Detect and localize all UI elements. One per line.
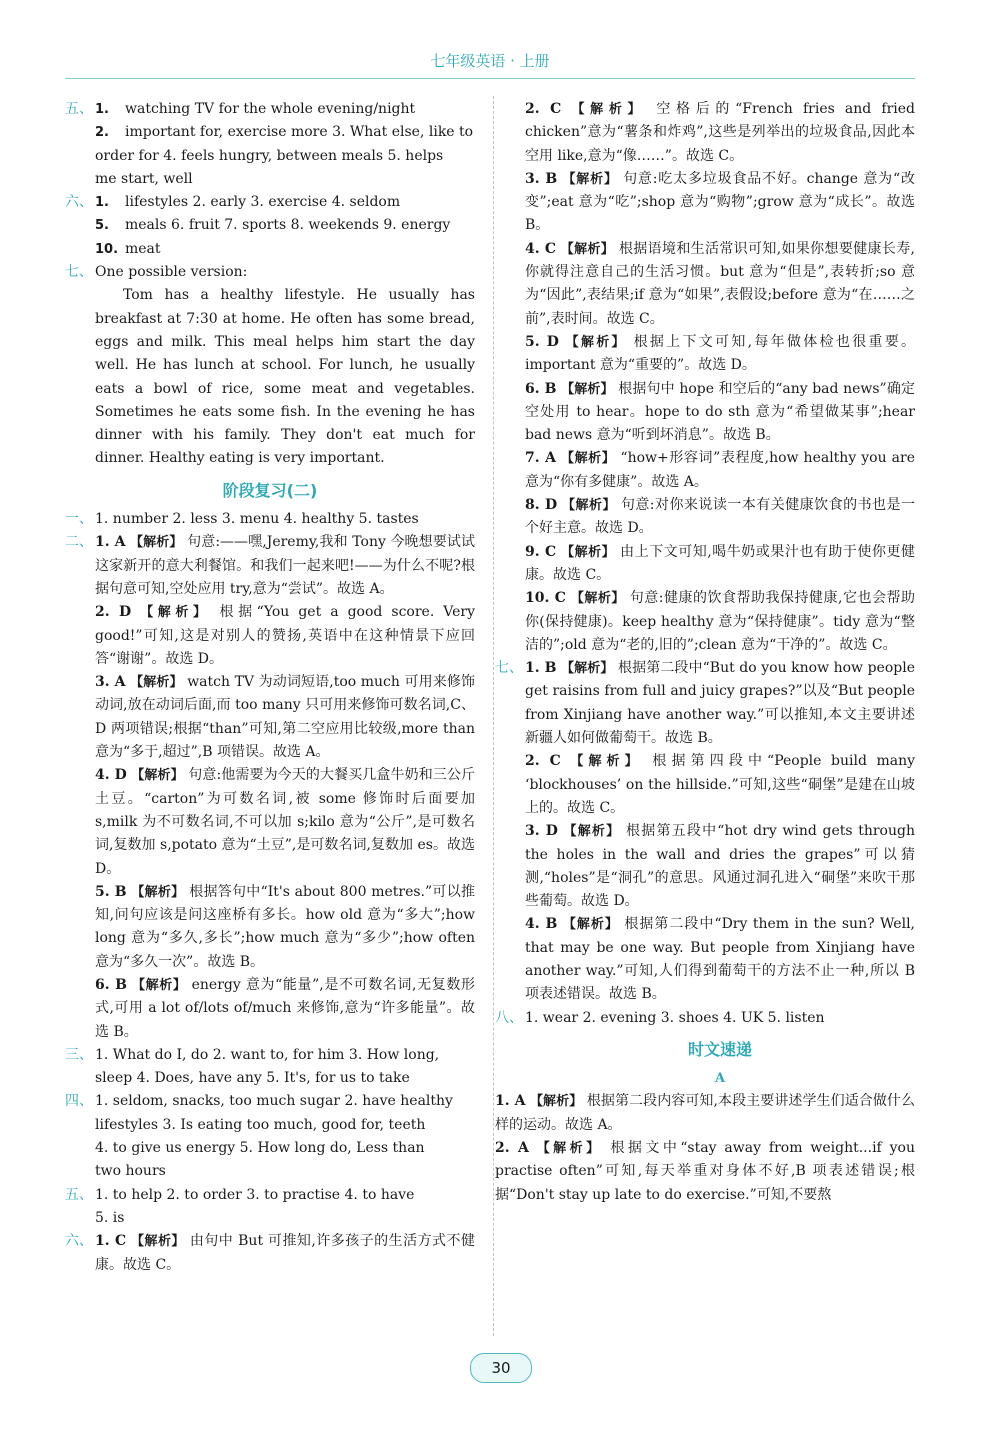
answer-item [95, 764, 475, 880]
analysis-text: 根据第二段中“But do you know how people get raisins from full and juicy grapes?”以及“But people from Xinjiang have another way.”可以推知,本文主要讲述新疆人如何做葡萄干。故选 B。 [525, 660, 915, 747]
analysis-label: 【解析】 [571, 102, 647, 117]
item-number: 1. A [495, 1093, 526, 1110]
section-6 [65, 191, 475, 261]
section-marker: 七、 [65, 264, 93, 281]
review-3 [65, 1044, 475, 1091]
answer-text: lifestyles 3. Is eating too much, good for, teeth [95, 1116, 426, 1133]
answer-text: 1. to help 2. to order 3. to practise 4. to have [95, 1186, 415, 1203]
section-marker: 七、 [495, 660, 523, 677]
answer-item [95, 1230, 475, 1277]
item-number: 10. C [525, 590, 566, 607]
analysis-text: 根据句中 hope 和空后的“any bad news”确定空处用 to hear。hope to do sth 意为“希望做某事”;hear bad news 意为“听到坏消息”。故选 B。 [525, 380, 915, 444]
column-divider [493, 96, 494, 1336]
right-column [495, 98, 916, 1207]
section-marker: 六、 [65, 194, 93, 211]
answer-item [525, 168, 915, 238]
analysis-text: 根据第二段中“Dry them in the sun? Well, that may be one way. But people from Xinjiang have another way.”可知,人们得到葡萄干的方法不止一种,所以 B 项表述错误。故选 B。 [525, 916, 915, 1003]
section-marker: 一、 [65, 511, 93, 528]
answer-text: 5. is [95, 1209, 125, 1226]
item-number: 7. A [525, 450, 556, 467]
answer-item [95, 881, 475, 974]
item-number: 3. D [525, 823, 558, 840]
answer-item [525, 378, 915, 448]
analysis-label: 【解析】 [562, 498, 616, 514]
answer-text: watching TV for the whole evening/night [125, 101, 416, 117]
item-number: 4. B [525, 916, 558, 933]
analysis-label: 【解析】 [131, 1234, 185, 1250]
section-5 [65, 98, 475, 191]
analysis-text: energy 意为“能量”,是不可数名词,无复数形式,可用 a lot of/lots of/much 来修饰,意为“许多能量”。故选 B。 [95, 976, 475, 1040]
item-number: 1. B [525, 660, 557, 677]
analysis-label: 【解析】 [562, 917, 619, 933]
news-title: 时文速递 [687, 1039, 752, 1059]
section-marker: 三、 [65, 1046, 93, 1063]
item-number: 5. D [525, 333, 559, 350]
analysis-label: 【解析】 [561, 661, 614, 677]
analysis-label: 【解析】 [561, 451, 616, 467]
analysis-label: 【解析】 [131, 768, 184, 784]
item-number: 5. [95, 218, 109, 234]
review-5 [65, 1184, 475, 1231]
answer-item [525, 447, 915, 494]
analysis-text: 根据答句中“It's about 800 metres.”可以推知,问句应该是问这座桥有多长。how old 意为“多大”;how long 意为“多久,多长”;how much 意为“多少”;how often 意为“多久一次”。故选 B。 [95, 883, 475, 970]
answer-item [525, 331, 915, 378]
item-number: 10. [95, 241, 119, 257]
answer-item [95, 601, 475, 671]
section-marker: 五、 [65, 1186, 93, 1203]
answer-text: me start, well [95, 170, 193, 187]
page-number: 30 [470, 1353, 532, 1383]
answer-text: lifestyles 2. early 3. exercise 4. seldom [125, 194, 401, 211]
analysis-text: 句意:他需要为今天的大餐买几盒牛奶和三公斤土豆。“carton”为可数名词,被 some 修饰时后面要加 s,milk 为不可数名词,不可以加 s;kilo 意为“公斤”,是可数名词,复数加 s,potato 意为“土豆”,是可数名词,复数加 es。故选 D。 [95, 767, 475, 877]
item-number: 3. B [525, 170, 558, 187]
section-7 [65, 261, 475, 471]
analysis-text: 根据语境和生活常识可知,如果你想要健康长寿,你就得注意自己的生活习惯。but 意为“但是”,表转折;so 意为“因此”,表结果;if 意为“如果”,表假设;before 意为“在……之前”,表时间。故选 C。 [525, 240, 916, 327]
item-number: 6. B [95, 976, 127, 993]
answer-item [95, 671, 475, 764]
item-number: 2. D [95, 604, 132, 621]
analysis-label: 【解析】 [130, 675, 183, 691]
answer-item [525, 750, 915, 820]
analysis-text: 句意:健康的饮食帮助我保持健康,它也会帮助你(保持健康)。keep healthy 意为“保持健康”。tidy 意为“整洁的”;old 意为“老的,旧的”;clean 意为“干净的”。故选 C。 [525, 590, 915, 653]
review-1 [65, 508, 475, 531]
analysis-label: 【解析】 [140, 605, 211, 621]
section-marker: 四、 [65, 1093, 93, 1110]
answer-item [525, 98, 915, 168]
answer-item [525, 238, 915, 331]
answer-text: meat [125, 240, 161, 257]
answer-item [495, 1137, 915, 1207]
answer-text: important for, exercise more 3. What else, like to [125, 124, 474, 141]
header-rule [65, 78, 915, 79]
item-number: 3. A [95, 674, 126, 691]
item-number: 2. [95, 125, 109, 141]
analysis-text: 句意:对你来说读一本有关健康饮食的书也是一个好主意。故选 D。 [525, 497, 915, 537]
section-marker: 二、 [65, 534, 93, 551]
analysis-label: 【解析】 [561, 544, 616, 560]
answer-item [525, 541, 915, 588]
item-number: 4. D [95, 767, 127, 784]
item-number: 2. C [525, 753, 561, 770]
answer-item [525, 587, 915, 657]
analysis-label: 【解析】 [563, 824, 621, 840]
answer-text: sleep 4. Does, have any 5. It's, for us to take [95, 1070, 410, 1087]
analysis-text: 根据上下文可知,每年做体检也很重要。important 意为“重要的”。故选 D。 [525, 333, 915, 374]
review-6 [65, 1230, 475, 1277]
section-marker: 六、 [65, 1233, 93, 1250]
item-number: 1. [95, 195, 109, 211]
item-number: 2. C [525, 101, 562, 117]
analysis-label: 【解析】 [132, 977, 187, 993]
answer-text: 1. seldom, snacks, too much sugar 2. have healthy [95, 1093, 453, 1110]
answer-text: 1. What do I, do 2. want to, for him 3. How long, [95, 1046, 440, 1063]
answer-item [95, 974, 475, 1044]
analysis-text: 根据第五段中“hot dry wind gets through the holes in the wall and dries the grapes”可以猜测,“holes”是“洞孔”的意思。风通过洞孔进入“硐堡”来吹干那些葡萄。故选 D。 [525, 823, 915, 910]
review-4 [65, 1090, 475, 1183]
analysis-text: 根据“You get a good score. Very good!”可知,这是对别人的赞扬,英语中在这种情景下应回答“谢谢”。故选 D。 [95, 604, 475, 667]
answer-text: 4. to give us energy 5. How long do, Less than [95, 1140, 425, 1157]
analysis-text: 根据文中“stay away from weight...if you practise often”可知,每天举重对身体不好,B 项表述错误;根据“Don't stay up late to do exercise.”可知,不要熬 [495, 1140, 915, 1203]
analysis-label: 【解析】 [560, 241, 615, 257]
answer-item [495, 1090, 915, 1137]
answer-text: 1. wear 2. evening 3. shoes 4. UK 5. listen [525, 1009, 825, 1026]
answer-text: 1. number 2. less 3. menu 4. healthy 5. tastes [95, 511, 419, 528]
item-number: 6. B [525, 380, 557, 397]
item-number: 8. D [525, 497, 558, 514]
analysis-text: 由句中 But 可推知,许多孩子的生活方式不健康。故选 C。 [95, 1233, 475, 1273]
answer-item [525, 913, 915, 1006]
analysis-text: 句意:吃太多垃圾食品不好。change 意为“改变”;eat 意为“吃”;shop 意为“购物”;grow 意为“成长”。故选 B。 [525, 170, 916, 234]
analysis-label: 【解析】 [130, 535, 183, 551]
analysis-label: 【解析】 [529, 1094, 583, 1110]
answer-text: meals 6. fruit 7. sports 8. weekends 9. energy [125, 217, 451, 234]
item-number: 1. [95, 102, 109, 117]
analysis-text: “how+形容词”表程度,how healthy you are 意为“你有多健康”。故选 A。 [525, 450, 915, 490]
essay-intro: One possible version: [95, 264, 248, 281]
answer-item [525, 494, 915, 541]
analysis-label: 【解析】 [570, 754, 643, 770]
item-number: 1. C [95, 1233, 127, 1250]
running-header: 七年级英语 · 上册 [430, 52, 550, 70]
section-marker: 五、 [65, 101, 93, 117]
answer-text: two hours [95, 1163, 166, 1180]
analysis-label: 【解析】 [536, 1141, 603, 1157]
news-subtitle: A [714, 1071, 726, 1087]
analysis-label: 【解析】 [131, 884, 185, 900]
analysis-text: 根据第四段中“People build many ‘blockhouses’ on the hillside.”可知,这些“硐堡”是建在山坡上的。故选 C。 [525, 753, 916, 816]
answer-item [525, 820, 915, 913]
left-column [65, 98, 475, 1277]
answer-item [95, 531, 475, 601]
essay-text: Tom has a healthy lifestyle. He usually has breakfast at 7:30 at home. He often has some bread, eggs and milk. This meal helps him start the day well. He has lunch at school. For lunch, he usually eats a bowl of rice, some meat and vegetables. Sometimes he eats some fish. In the evening he has dinner with his family. They don't eat much for dinner. Healthy eating is very important. [95, 287, 475, 467]
analysis-label: 【解析】 [570, 591, 625, 607]
item-number: 9. C [525, 543, 557, 560]
item-number: 2. A [495, 1140, 529, 1157]
analysis-text: 句意:——嘿,Jeremy,我和 Tony 今晚想要试试这家新开的意大利餐馆。和我们一起来吧!——为什么不呢?根据句意可知,空处应用 try,意为“尝试”。故选 A。 [95, 534, 476, 597]
analysis-label: 【解析】 [565, 334, 627, 350]
review-6-continued [525, 98, 915, 657]
analysis-label: 【解析】 [561, 381, 614, 397]
analysis-text: 根据第二段内容可知,本段主要讲述学生们适合做什么样的运动。故选 A。 [495, 1093, 915, 1133]
item-number: 4. C [525, 240, 556, 257]
review-7 [495, 657, 915, 1030]
item-number: 1. A [95, 534, 126, 551]
news-answers [495, 1090, 915, 1206]
item-number: 5. B [95, 883, 127, 900]
answer-item [525, 657, 915, 750]
answer-text: order for 4. feels hungry, between meals 5. helps [95, 147, 444, 164]
review-title: 阶段复习(二) [222, 480, 318, 500]
section-marker: 八、 [495, 1009, 523, 1026]
analysis-label: 【解析】 [562, 171, 618, 187]
review-2 [65, 531, 475, 1044]
analysis-text: 空格后的“French fries and fried chicken”意为“薯条和炸鸡”,这些是列举出的垃圾食品,因此本空用 like,意为“像……”。故选 C。 [525, 101, 915, 164]
analysis-text: 由上下文可知,喝牛奶或果汁也有助于使你更健康。故选 C。 [525, 543, 915, 583]
analysis-text: watch TV 为动词短语,too much 可用来修饰动词,放在动词后面,而 too many 只可用来修饰可数名词,C、D 两项错误;根据“than”可知,第二空应用比较级,more than 意为“多于,超过”,B 项错误。故选 A。 [95, 674, 475, 761]
